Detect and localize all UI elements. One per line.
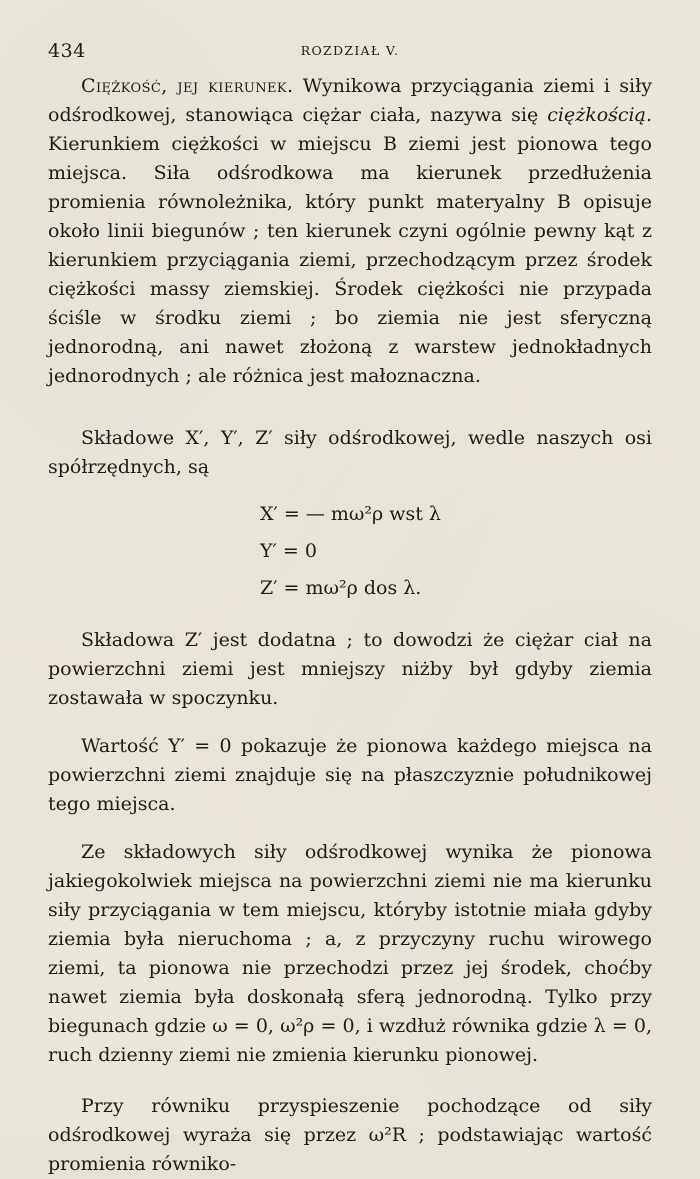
paragraph-z-component: Składowa Z′ jest dodatna ; to dowodzi że ciężar ciał na powierzchni ziemi jest mniejszy niżby był gdyby ziemia zostawała w spoczynku. — [48, 629, 652, 709]
section-heading: Ciężkość, jej kierunek. — [81, 75, 294, 97]
equation-z: Z′ = mω²ρ dos λ. — [260, 577, 422, 599]
running-head: ROZDZIAŁ V. — [300, 43, 400, 58]
defined-term: ciężkością. — [547, 104, 652, 126]
page-header — [48, 40, 652, 64]
paragraph-components: Składowe X′, Y′, Z′ siły odśrodkowej, wedle naszych osi spółrzędnych, są — [48, 427, 652, 478]
paragraph-y-value: Wartość Y′ = 0 pokazuje że pionowa każdego miejsca na powierzchni ziemi znajduje się na płaszczyznie południkowej tego miejsca. — [48, 735, 652, 815]
equation-y: Y′ = 0 — [260, 540, 317, 562]
paragraph-gravity-definition — [48, 72, 652, 391]
page-number: 434 — [48, 40, 86, 62]
equation-block — [48, 496, 652, 607]
paragraph-text: Wynikowa przyciągania ziemi i siły odśrodkowej, stanowiąca ciężar ciała, nazywa się — [48, 75, 652, 126]
body-text — [48, 72, 652, 1179]
paragraph-equator-acceleration: Przy równiku przyspieszenie pochodzące od siły odśrodkowej wyraża się przez ω²R ; podstawiając wartość promienia równiko- — [48, 1095, 652, 1175]
paragraph-text: Kierunkiem ciężkości w miejscu B ziemi jest pionowa tego miejsca. Siła odśrodkowa ma kierunek przedłużenia promienia równoleżnika, który punkt materyalny B opisuje około linii biegunów ; ten kierunek czyni ogólnie pewny kąt z kierunkiem przyciągania ziemi, przechodzącym przez środek ciężkości massy ziemskiej. Środek ciężkości nie przypada ściśle w środku ziemi ; bo ziemia nie jest sferyczną jednorodną, ani nawet złożoną z warstew jednokładnych jednorodnych ; ale różnica jest małoznaczna. — [48, 133, 652, 387]
paragraph-vertical-direction: Ze składowych siły odśrodkowej wynika że pionowa jakiegokolwiek miejsca na powierzchni ziemi nie ma kierunku siły przyciągania w tem miejscu, któryby istotnie miała gdyby ziemia była nieruchoma ; a, z przyczyny ruchu wirowego ziemi, ta pionowa nie przechodzi przez jej środek, choćby nawet ziemia była doskonałą sferą jednorodną. Tylko przy biegunach gdzie ω = 0, ω²ρ = 0, i wzdłuż równika gdzie λ = 0, ruch dzienny ziemi nie zmienia kierunku pionowej. — [48, 841, 652, 1066]
equation-x: X′ = — mω²ρ wst λ — [260, 503, 441, 525]
